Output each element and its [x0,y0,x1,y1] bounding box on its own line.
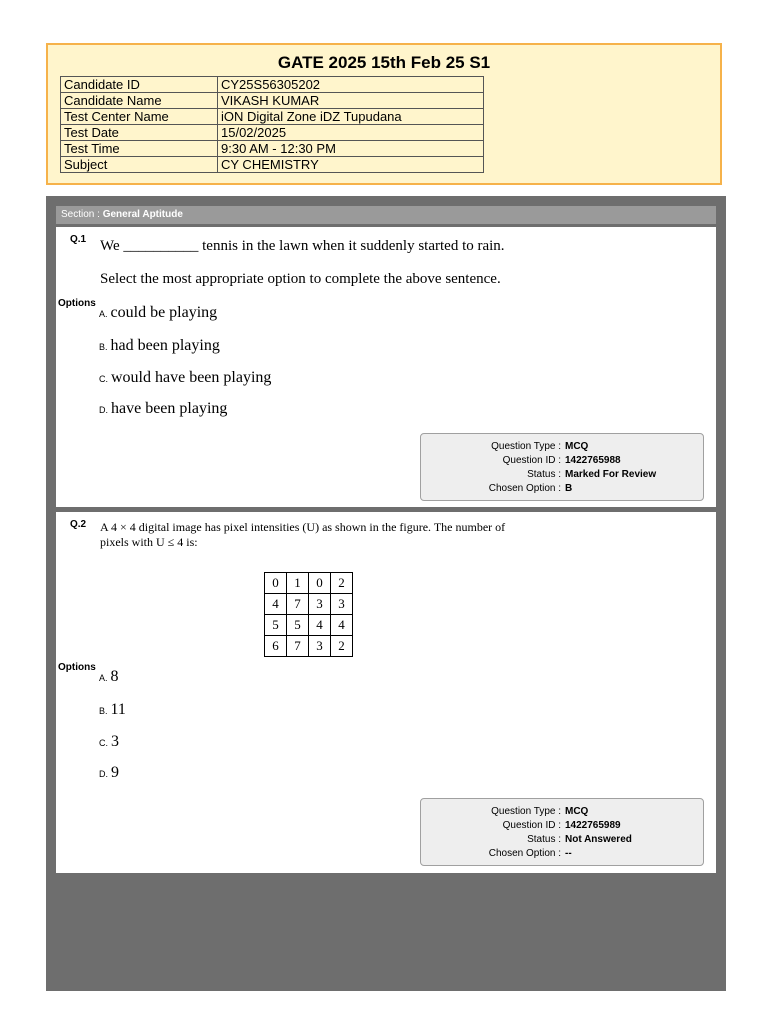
info-value: VIKASH KUMAR [218,93,484,109]
grid-cell: 6 [265,636,287,657]
response-sheet [46,196,726,991]
option-text: 3 [111,733,119,750]
meta-key: Status : [527,469,561,480]
candidate-info-card [46,43,722,185]
meta-value: Marked For Review [565,469,657,480]
section-label: Section : [61,209,100,220]
question-text-line-1: A 4 × 4 digital image has pixel intensities (U) as shown in the figure. The number of [100,520,506,534]
option-text: 9 [111,764,119,781]
option-text: could be playing [110,304,218,321]
candidate-info-table [60,76,484,173]
info-value: iON Digital Zone iDZ Tupudana [218,109,484,125]
question-panel-q1 [56,227,716,507]
grid-cell: 3 [309,594,331,615]
question-number: Q.1 [70,234,87,245]
grid-cell: 1 [287,573,309,594]
grid-cell: 0 [309,573,331,594]
meta-value: B [565,483,573,494]
option-text: 11 [110,701,126,718]
option-text: have been playing [111,400,228,417]
option-d [99,764,119,782]
meta-value: MCQ [565,806,589,817]
meta-key: Chosen Option : [488,483,561,494]
question-info-box [420,433,704,501]
grid-row [265,636,353,657]
info-value: CY25S56305202 [218,77,484,93]
grid-cell: 5 [265,615,287,636]
info-label: Test Center Name [61,109,218,125]
option-c [99,369,271,387]
option-text: would have been playing [111,369,272,386]
option-text: had been playing [110,337,220,354]
pixel-intensity-grid [264,572,353,657]
option-d [99,400,227,418]
info-label: Candidate Name [61,93,218,109]
option-letter: D. [99,405,108,415]
info-row-test-date [61,125,484,141]
info-question-id [421,454,703,468]
meta-value: -- [565,848,572,859]
grid-cell: 4 [309,615,331,636]
info-chosen-option [421,482,703,496]
option-b [99,701,126,719]
option-letter: D. [99,769,108,779]
meta-key: Chosen Option : [488,848,561,859]
meta-value: MCQ [565,441,589,452]
info-question-type [421,805,703,819]
meta-key: Question ID : [502,455,561,466]
option-letter: B. [99,342,108,352]
meta-key: Question ID : [502,820,561,831]
info-question-id [421,819,703,833]
grid-cell: 7 [287,636,309,657]
meta-key: Question Type : [491,806,561,817]
option-letter: A. [99,309,108,319]
info-label: Test Time [61,141,218,157]
grid-cell: 5 [287,615,309,636]
option-b [99,337,220,355]
meta-key: Question Type : [491,441,561,452]
info-row-candidate-id [61,77,484,93]
option-letter: A. [99,673,108,683]
info-chosen-option [421,847,703,861]
info-value: 9:30 AM - 12:30 PM [218,141,484,157]
question-info-box [420,798,704,866]
grid-cell: 4 [265,594,287,615]
options-label: Options [58,662,96,673]
option-a [99,668,119,686]
info-value: CY CHEMISTRY [218,157,484,173]
grid-cell: 3 [309,636,331,657]
grid-row [265,594,353,615]
question-text-line-2: pixels with U ≤ 4 is: [100,535,198,549]
info-status [421,468,703,482]
meta-value: Not Answered [565,834,632,845]
info-row-subject [61,157,484,173]
option-c [99,733,119,751]
grid-row [265,615,353,636]
info-label: Test Date [61,125,218,141]
grid-cell: 2 [331,636,353,657]
option-text: 8 [110,668,119,685]
option-letter: C. [99,738,108,748]
meta-value: 1422765988 [565,455,621,466]
option-letter: B. [99,706,108,716]
option-letter: C. [99,374,108,384]
info-label: Candidate ID [61,77,218,93]
info-row-candidate-name [61,93,484,109]
grid-cell: 4 [331,615,353,636]
section-name: General Aptitude [102,209,183,220]
grid-row [265,573,353,594]
grid-cell: 7 [287,594,309,615]
info-label: Subject [61,157,218,173]
grid-cell: 3 [331,594,353,615]
question-text: We __________ tennis in the lawn when it suddenly started to rain. [100,238,505,254]
info-value: 15/02/2025 [218,125,484,141]
info-row-test-time [61,141,484,157]
grid-cell: 0 [265,573,287,594]
grid-cell: 2 [331,573,353,594]
meta-value: 1422765989 [565,820,621,831]
info-question-type [421,440,703,454]
meta-key: Status : [527,834,561,845]
exam-title: GATE 2025 15th Feb 25 S1 [277,53,491,72]
option-a [99,304,217,322]
question-panel-q2 [56,512,716,873]
info-row-test-center [61,109,484,125]
question-number: Q.2 [70,519,87,530]
options-label: Options [58,298,96,309]
question-instruction: Select the most appropriate option to complete the above sentence. [100,271,501,287]
info-status [421,833,703,847]
section-header [56,206,716,224]
